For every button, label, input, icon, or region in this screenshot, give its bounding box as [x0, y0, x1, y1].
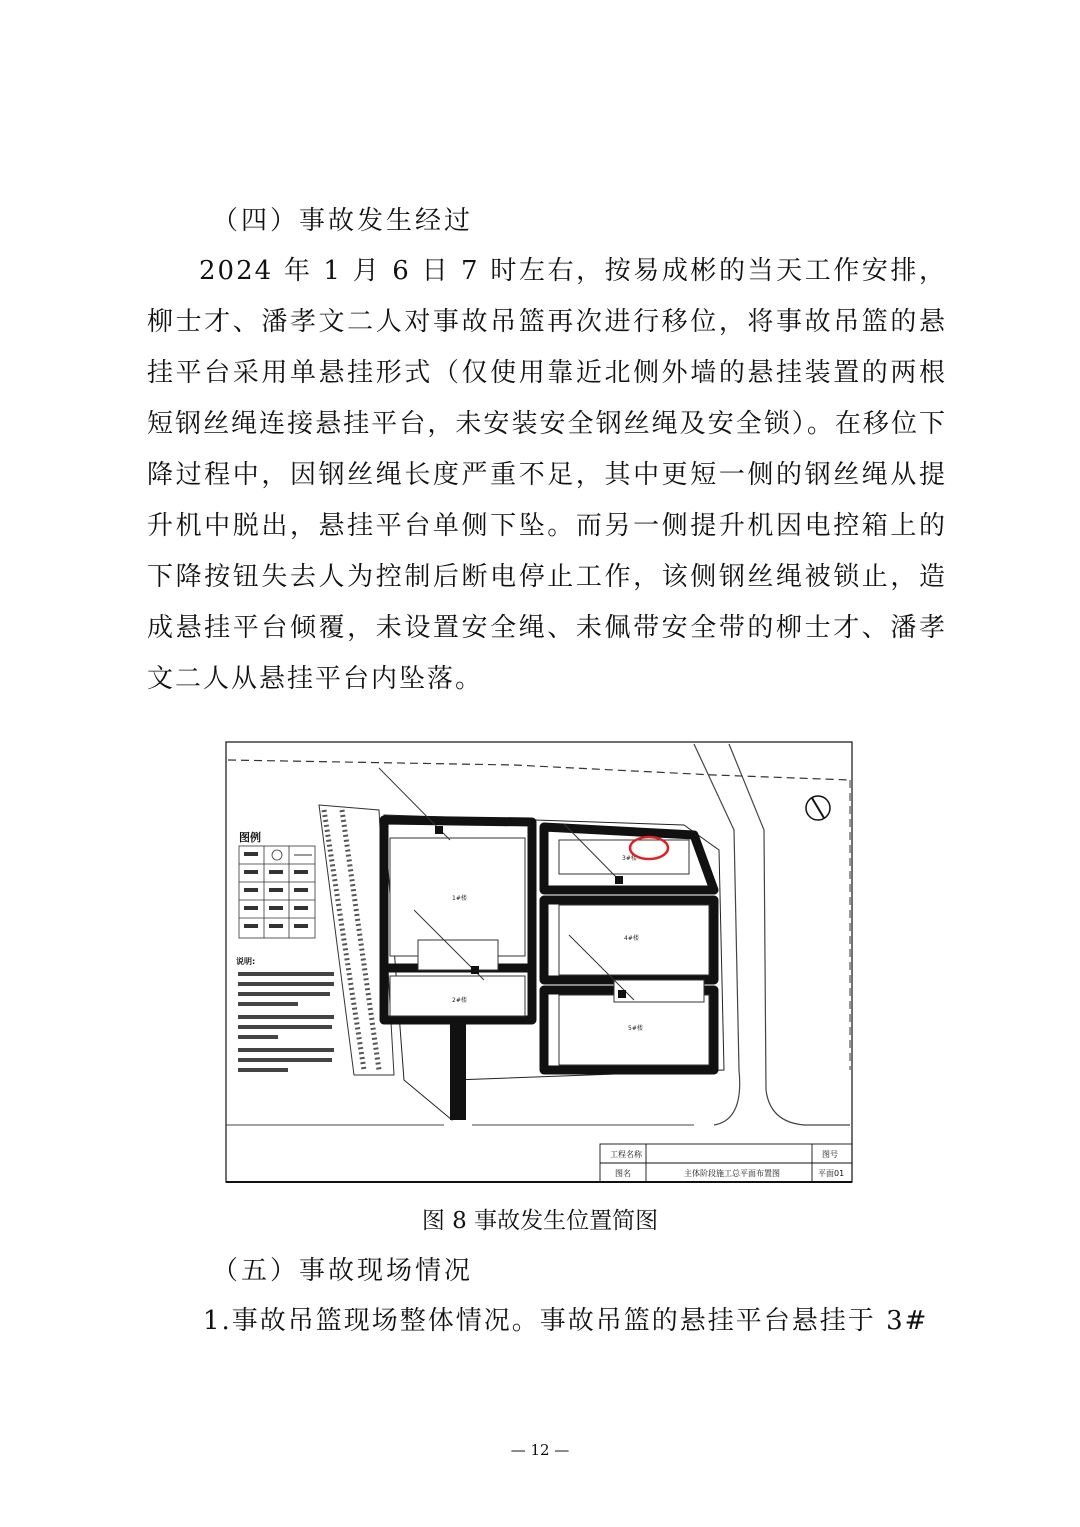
title-block-drawing-no-label: 图号: [822, 1150, 838, 1159]
notes-text-block: [238, 972, 334, 1072]
notes-title: 说明:: [236, 957, 256, 966]
svg-text:4#楼: 4#楼: [624, 935, 639, 942]
paragraph-text: 2024 年 1 月 6 日 7 时左右，按易成彬的当天工作安排，柳士才、潘孝文二人对事故吊篮再次进行移位，将事故吊篮的悬挂平台采用单悬挂形式（仅使用靠近北侧外墙的悬挂装置的两根短钢丝绳连接悬挂平台，未安装安全钢丝绳及安全锁）。在移位下降过程中，因钢丝绳长度严重不足，其中更短一侧的钢丝绳从提升机中脱出，悬挂平台单侧下坠。而另一侧提升机因电控箱上的下降按钮失去人为控制后断电停止工作，该侧钢丝绳被锁止，造成悬挂平台倾覆，未设置安全绳、未佩带安全带的柳士才、潘孝文二人从悬挂平台内坠落。: [147, 256, 947, 694]
section-heading-5: （五）事故现场情况: [212, 1256, 474, 1286]
site-plan-drawing: [214, 740, 854, 1186]
title-block-project-label: 工程名称: [610, 1150, 642, 1159]
svg-text:3#楼: 3#楼: [622, 855, 637, 862]
page-number: — 12 —: [510, 1441, 570, 1459]
paragraph-text: 1.事故吊篮现场整体情况。事故吊篮的悬挂平台悬挂于 3#: [203, 1306, 929, 1336]
title-block-drawing-name: 主体阶段施工总平面布置图: [684, 1169, 780, 1178]
site-plan-figure: [214, 740, 854, 1186]
svg-text:1#楼: 1#楼: [452, 895, 467, 902]
figure-caption: 图 8 事故发生位置简图: [421, 1208, 659, 1234]
building: [390, 838, 709, 1065]
svg-text:2#楼: 2#楼: [452, 997, 467, 1004]
title-block-drawing-no: 平面01: [818, 1169, 845, 1178]
accident-process-paragraph: [147, 246, 947, 705]
title-block-drawing-name-label: 图名: [615, 1169, 631, 1178]
svg-text:5#楼: 5#楼: [628, 1025, 643, 1032]
scene-paragraph: [147, 1296, 947, 1347]
legend-title: 图例: [239, 831, 261, 844]
section-heading-4: （四）事故发生经过: [212, 206, 474, 236]
